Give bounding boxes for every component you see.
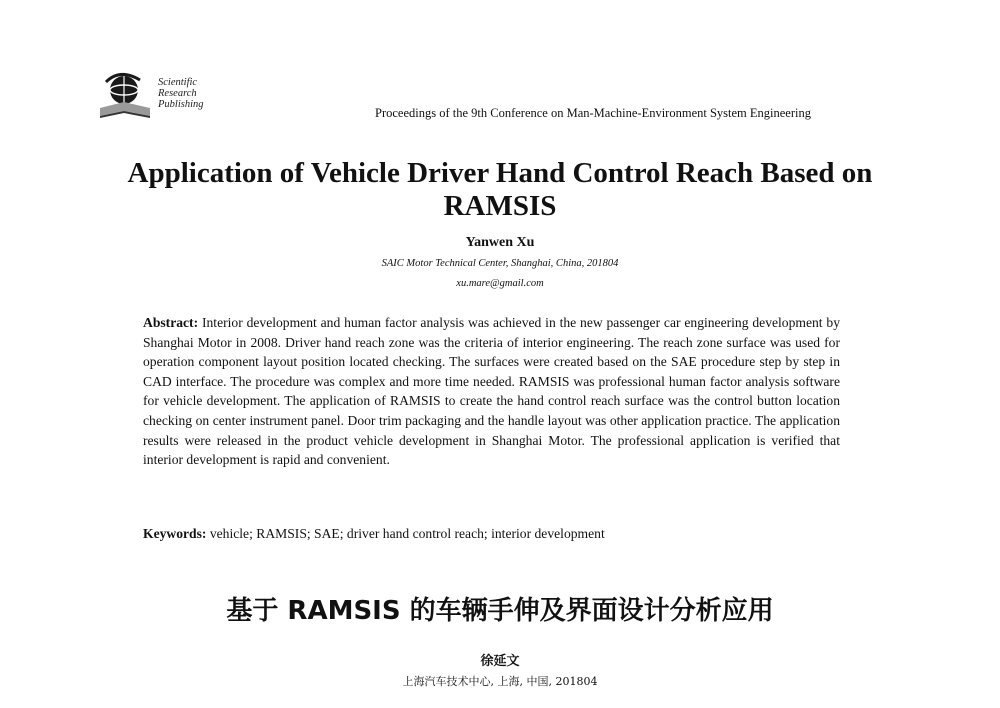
- abstract-block: [143, 313, 840, 470]
- chinese-title: 基于 RAMSIS 的车辆手伸及界面设计分析应用: [226, 596, 774, 626]
- paper-title: Application of Vehicle Driver Hand Control Reach Based on RAMSIS: [127, 157, 873, 222]
- author-name: Yanwen Xu: [465, 235, 535, 250]
- logo-line: Scientific: [158, 77, 198, 88]
- author-affiliation: SAIC Motor Technical Center, Shanghai, China, 201804: [381, 258, 619, 269]
- keywords-text: vehicle; RAMSIS; SAE; driver hand control reach; interior development: [209, 526, 605, 541]
- proceedings-header: Proceedings of the 9th Conference on Man-Machine-Environment System Engineering: [375, 106, 811, 120]
- globe-book-icon: [96, 70, 156, 122]
- chinese-affiliation: 上海汽车技术中心, 上海, 中国, 201804: [402, 675, 598, 688]
- publisher-logo: [96, 70, 226, 122]
- logo-line: Publishing: [158, 99, 204, 110]
- keywords-block: [143, 524, 840, 543]
- keywords-label: Keywords:: [143, 526, 207, 541]
- logo-line: Research: [158, 88, 197, 99]
- abstract-text: Interior development and human factor analysis was achieved in the new passenger car engineering development by Shanghai Motor in 2008. Driver hand reach zone was the criteria of interior engineering. The reach zone surface was used for operation component layout position located checking. The surfaces were created based on the SAE procedure step by step in CAD interface. The procedure was complex and more time needed. RAMSIS was professional human factor analysis software for vehicle development. The application of RAMSIS to create the hand control reach surface was the control button location checking on center instrument panel. Door trim packaging and the handle layout was other application practice. The application results were released in the product vehicle development in Shanghai Motor. The professional application is verified that interior development is rapid and convenient.: [143, 315, 841, 468]
- chinese-author: 徐延文: [480, 654, 520, 669]
- author-email: xu.mare@gmail.com: [456, 278, 544, 289]
- abstract-label: Abstract:: [143, 315, 199, 330]
